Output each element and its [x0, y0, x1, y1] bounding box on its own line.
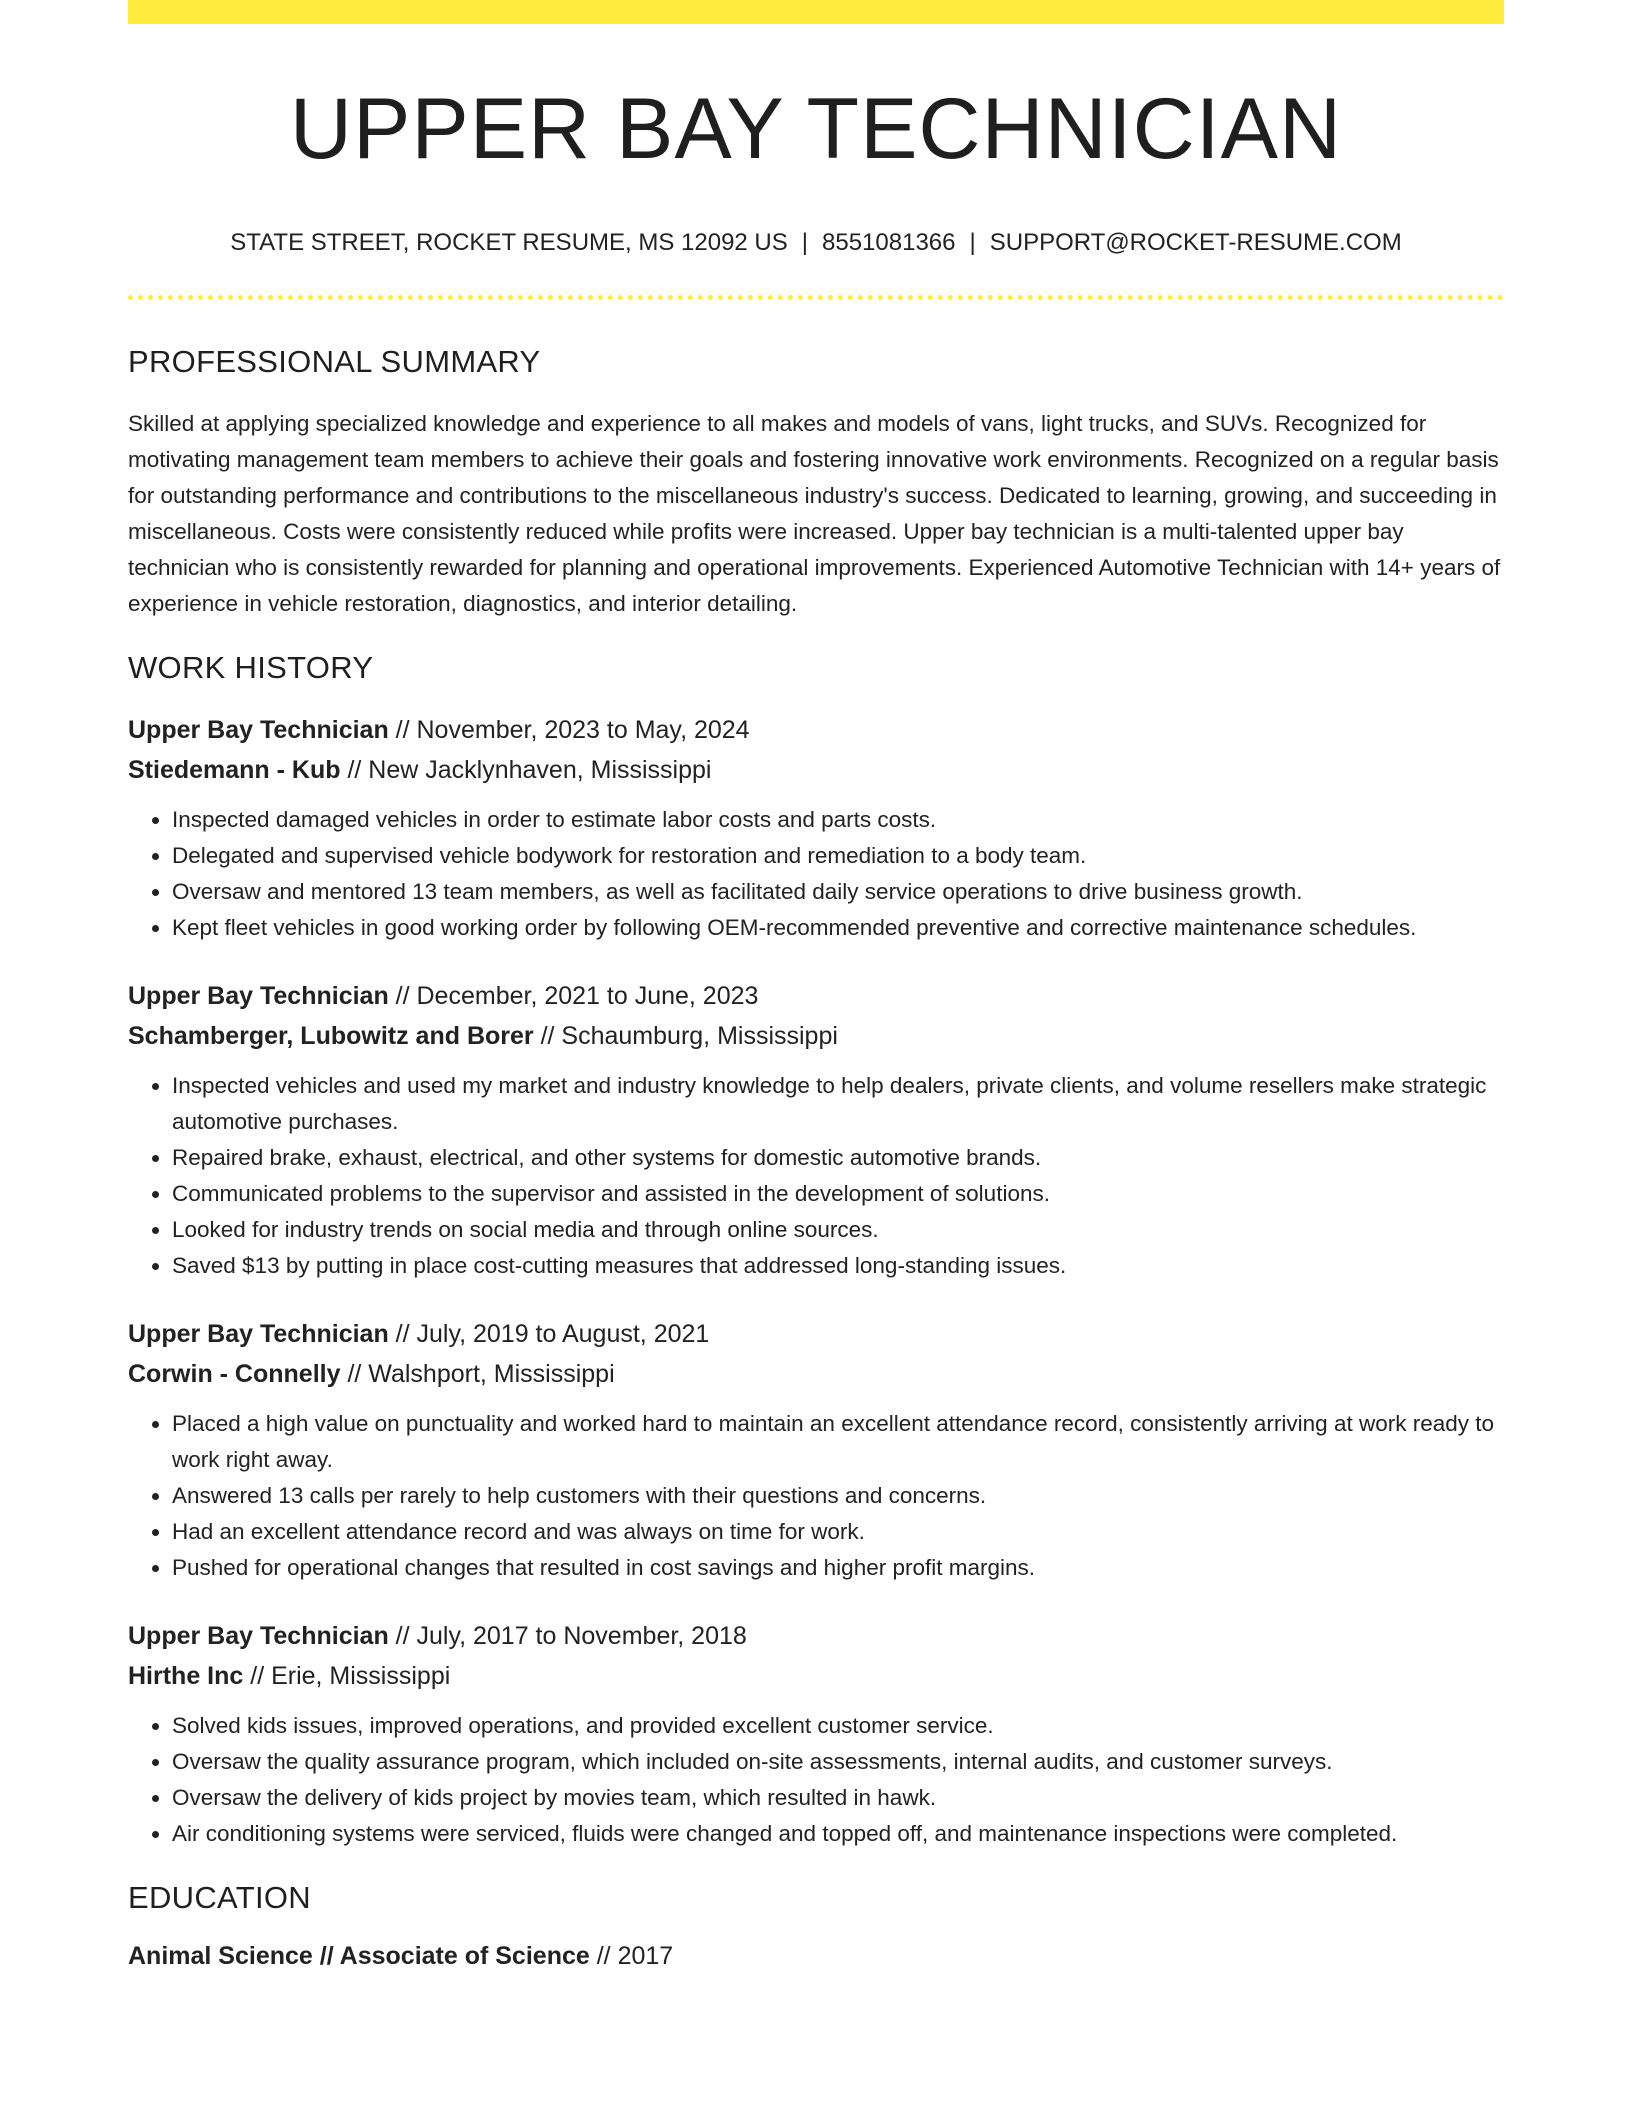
summary-text: Skilled at applying specialized knowledge and experience to all makes and models of vans, light trucks, and SUVs. Recognized for motivating management team members to achieve their goals and fostering innovative work environments. Recognized on a regular basis for outstanding performance and contributions to the miscellaneous industry's success. Dedicated to learning, growing, and succeeding in miscellaneous. Costs were consistently reduced while profits were increased. Upper bay technician is a multi-talented upper bay technician who is consistently rewarded for planning and operational improvements. Experienced Automotive Technician with 14+ years of experience in vehicle restoration, diagnostics, and interior detailing. [128, 411, 1501, 617]
job-role: Upper Bay Technician [128, 716, 389, 745]
job-bullet: • Repaired brake, exhaust, electrical, and other systems for domestic automotive brands. [172, 1140, 1504, 1176]
job-bullet: • Kept fleet vehicles in good working order by following OEM-recommended preventive and corrective maintenance schedules. [172, 910, 1504, 946]
job-bullet: • Pushed for operational changes that resulted in cost savings and higher profit margins. [172, 1550, 1504, 1586]
job-bullet: • Solved kids issues, improved operations, and provided excellent customer service. [172, 1708, 1504, 1744]
education-degree: Animal Science // Associate of Science [128, 1942, 590, 1971]
job-bullet: • Oversaw and mentored 13 team members, as well as facilitated daily service operations to drive business growth. [172, 874, 1504, 910]
contact-separator: | [801, 228, 809, 256]
job-title-line [128, 976, 1504, 1016]
job-dates: // July, 2017 to November, 2018 [388, 1622, 747, 1651]
job-company-line [128, 1656, 1504, 1696]
job-bullet: • Oversaw the quality assurance program, which included on-site assessments, internal audits, and customer surveys. [172, 1744, 1504, 1780]
resume-page [128, 0, 1504, 1976]
job-location: // New Jacklynhaven, Mississippi [340, 756, 712, 785]
job-bullets [128, 1406, 1504, 1586]
contact-phone: 8551081366 [822, 228, 956, 256]
job-dates: // July, 2019 to August, 2021 [388, 1320, 710, 1349]
job-entry [128, 1616, 1504, 1852]
work-history-heading: WORK HISTORY [128, 650, 374, 686]
job-company-line [128, 750, 1504, 790]
job-entry [128, 976, 1504, 1284]
job-location: // Walshport, Mississippi [340, 1360, 615, 1389]
job-company: Stiedemann - Kub [128, 756, 341, 785]
job-company-line [128, 1016, 1504, 1056]
job-company: Schamberger, Lubowitz and Borer [128, 1022, 534, 1051]
job-bullets [128, 1708, 1504, 1852]
job-bullet: • Oversaw the delivery of kids project by movies team, which resulted in hawk. [172, 1780, 1504, 1816]
job-dates: // December, 2021 to June, 2023 [388, 982, 759, 1011]
top-accent-bar [128, 0, 1504, 24]
job-role: Upper Bay Technician [128, 982, 389, 1011]
contact-address: STATE STREET, ROCKET RESUME, MS 12092 US [230, 228, 788, 256]
job-title-line [128, 1314, 1504, 1354]
job-dates: // November, 2023 to May, 2024 [388, 716, 750, 745]
job-bullet: • Air conditioning systems were serviced, fluids were changed and topped off, and maintenance inspections were completed. [172, 1816, 1504, 1852]
job-entry [128, 710, 1504, 946]
job-bullet: • Placed a high value on punctuality and worked hard to maintain an excellent attendance record, consistently arriving at work ready to work right away. [172, 1406, 1504, 1478]
job-bullet: • Answered 13 calls per rarely to help customers with their questions and concerns. [172, 1478, 1504, 1514]
job-bullet: • Inspected damaged vehicles in order to estimate labor costs and parts costs. [172, 802, 1504, 838]
job-bullet: • Looked for industry trends on social media and through online sources. [172, 1212, 1504, 1248]
job-bullets [128, 802, 1504, 946]
job-company: Hirthe Inc [128, 1662, 244, 1691]
education-year: // 2017 [589, 1942, 674, 1971]
contact-separator: | [969, 228, 976, 256]
job-title-line [128, 710, 1504, 750]
job-bullet: • Had an excellent attendance record and was always on time for work. [172, 1514, 1504, 1550]
job-title-line [128, 1616, 1504, 1656]
job-bullets [128, 1068, 1504, 1284]
job-bullet: • Inspected vehicles and used my market and industry knowledge to help dealers, private clients, and volume resellers make strategic automotive purchases. [172, 1068, 1504, 1140]
job-company: Corwin - Connelly [128, 1360, 341, 1389]
job-company-line [128, 1354, 1504, 1394]
contact-email: SUPPORT@ROCKET-RESUME.COM [989, 228, 1402, 256]
education-entry [128, 1936, 1504, 1976]
summary-heading: PROFESSIONAL SUMMARY [128, 344, 541, 380]
job-role: Upper Bay Technician [128, 1622, 389, 1651]
education-heading: EDUCATION [128, 1880, 311, 1916]
job-entry [128, 1314, 1504, 1586]
job-bullet: • Delegated and supervised vehicle bodywork for restoration and remediation to a body team. [172, 838, 1504, 874]
job-bullet: • Saved $13 by putting in place cost-cutting measures that addressed long-standing issues. [172, 1248, 1504, 1284]
contact-line [128, 229, 1504, 258]
job-bullet: • Communicated problems to the supervisor and assisted in the development of solutions. [172, 1176, 1504, 1212]
header-divider [128, 295, 1504, 300]
job-location: // Erie, Mississippi [243, 1662, 451, 1691]
job-role: Upper Bay Technician [128, 1320, 389, 1349]
resume-name: UPPER BAY TECHNICIAN [289, 81, 1343, 177]
job-location: // Schaumburg, Mississippi [533, 1022, 838, 1051]
